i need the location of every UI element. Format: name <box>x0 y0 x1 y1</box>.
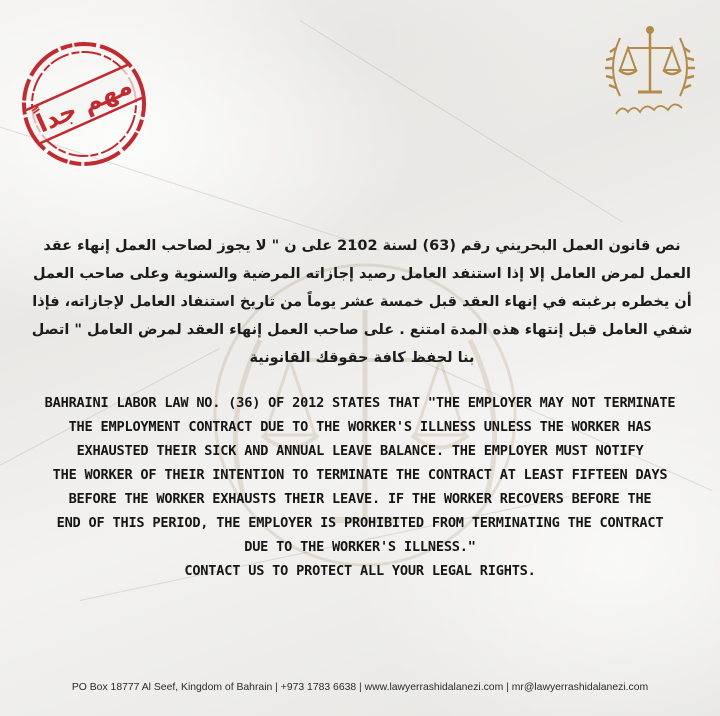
marble-vein <box>300 20 623 222</box>
arabic-paragraph: نص قانون العمل البحريني رقم (63) لسنة 2102 على ن " لا يجوز لصاحب العمل إنهاء عقد العمل لمرض العامل إلا إذا استنفد العامل رصيد إجازاته المرضية والسنوية وعلى صاحب العمل أن يخطره برغبته في إنهاء العقد قبل خمسة عشر يوماً من تاريخ استنفاد العامل لإجازاته، فإذا شفي العامل قبل إنتهاء هذه المدة امتنع . على صاحب العمل إنهاء العقد لمرض العامل " اتصل بنا لحفظ كافة حقوقك القانونية <box>31 238 693 366</box>
english-paragraph <box>22 391 698 583</box>
contact-line: CONTACT US TO PROTECT ALL YOUR LEGAL RIGHTS. <box>184 563 536 579</box>
stamp-text: مهم جداً <box>31 70 137 138</box>
important-stamp <box>0 17 171 191</box>
law-firm-logo <box>602 18 698 128</box>
footer-contact-info: PO Box 18777 Al Seef, Kingdom of Bahrain | +973 1783 6638 | www.lawyerrashidalanezi.com | mr@lawyerrashidalanezi.com <box>71 682 649 693</box>
english-body: BAHRAINI LABOR LAW NO. (36) OF 2012 STATES THAT "THE EMPLOYER MAY NOT TERMINATE THE EMPLOYMENT CONTRACT DUE TO THE WORKER'S ILLNESS UNLESS THE WORKER HAS EXHAUSTED THEIR SICK AND ANNUAL LEAVE BALANCE. THE EMPLOYER MUST NOTIFY THE WORKER OF THEIR INTENTION TO TERMINATE THE CONTRACT AT LEAST FIFTEEN DAYS BEFORE THE WORKER EXHAUSTS THEIR LEAVE. IF THE WORKER RECOVERS BEFORE THE END OF THIS PERIOD, THE EMPLOYER IS PROHIBITED FROM TERMINATING THE CONTRACT DUE TO THE WORKER'S ILLNESS." <box>44 395 676 555</box>
logo-signature <box>616 104 682 114</box>
